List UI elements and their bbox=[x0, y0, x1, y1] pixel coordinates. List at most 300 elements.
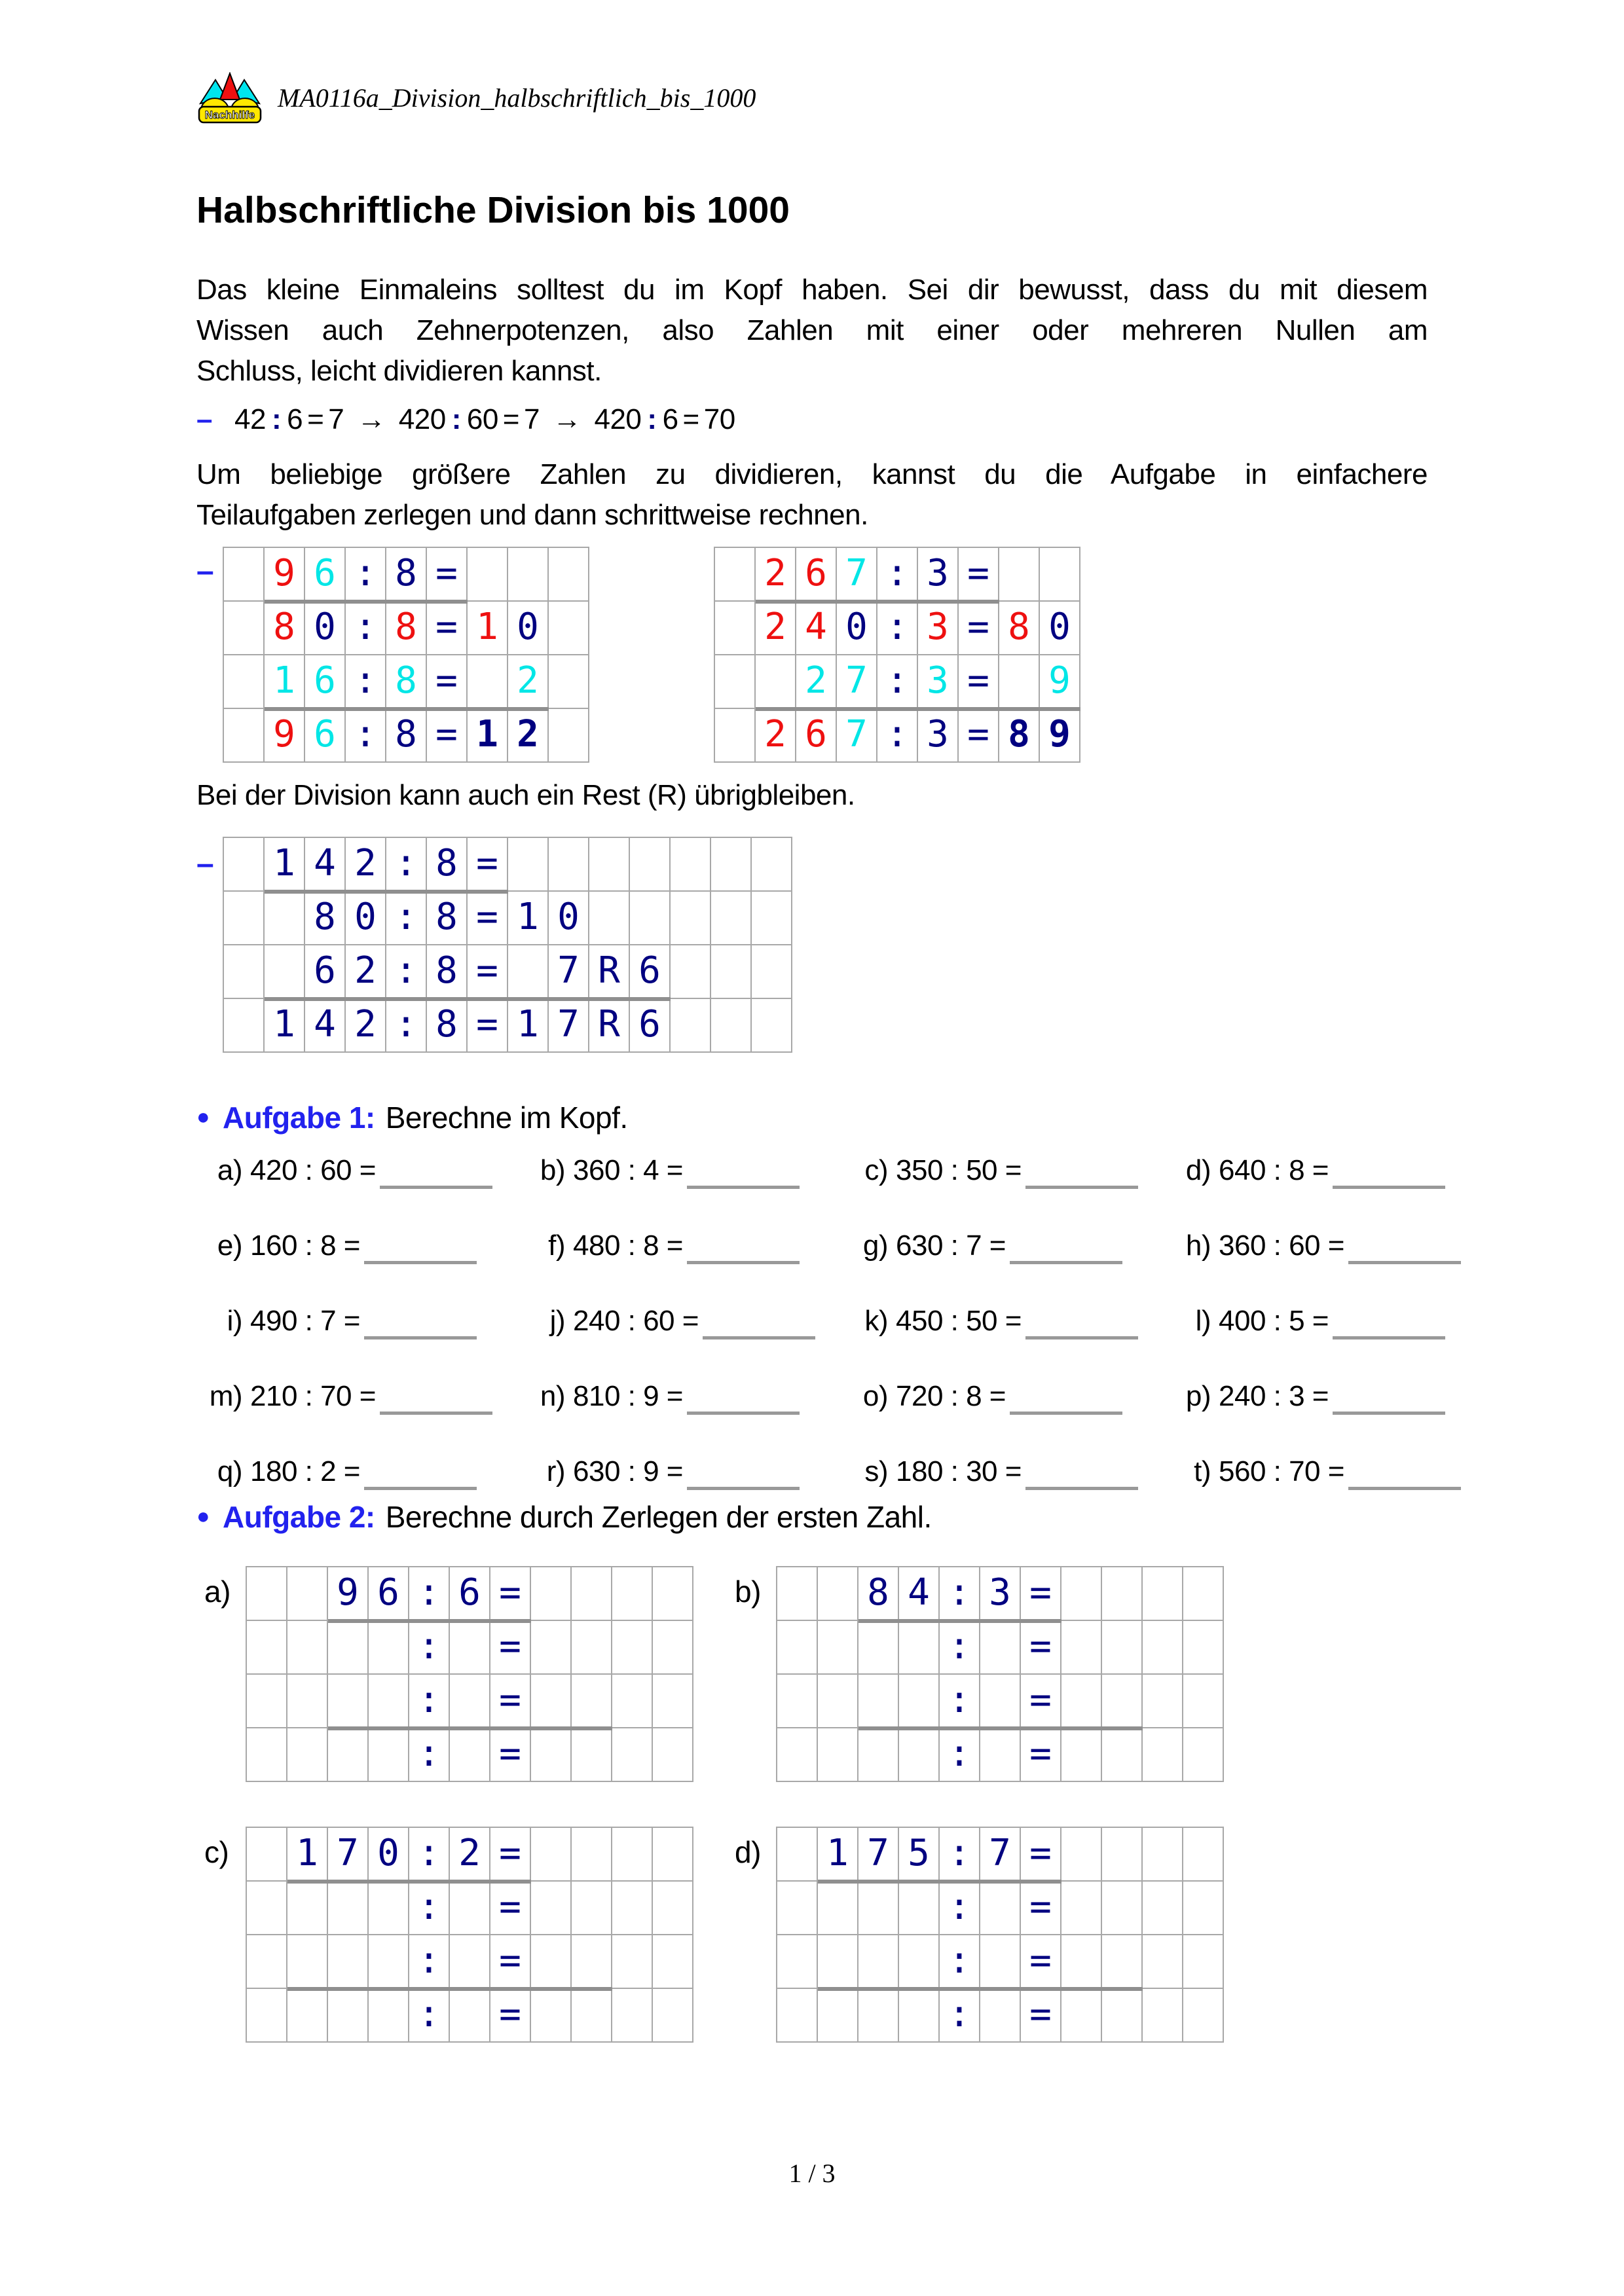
task-2-grid-175-7 bbox=[776, 1827, 1224, 2043]
grid-cell bbox=[1183, 1828, 1224, 1882]
grid-cell bbox=[999, 655, 1040, 709]
grid-cell bbox=[1102, 1621, 1143, 1675]
division-example-grid-142-8 bbox=[223, 837, 792, 1053]
grid-cell bbox=[1061, 1828, 1102, 1882]
grid-cell bbox=[1143, 1621, 1183, 1675]
grid-cell bbox=[612, 1675, 653, 1728]
exercise-key: m) bbox=[209, 1380, 242, 1412]
equation-token-num: 420 bbox=[398, 403, 446, 435]
grid-cell: = bbox=[468, 999, 508, 1053]
exercise-key: r) bbox=[546, 1455, 565, 1487]
equation-token-eq: = bbox=[307, 403, 324, 435]
grid-cell bbox=[247, 1675, 287, 1728]
grid-cell: : bbox=[877, 709, 918, 763]
exercise-expression: 180 : 2 = bbox=[250, 1455, 360, 1487]
grid-cell: 1 bbox=[508, 999, 549, 1053]
grid-cell: = bbox=[468, 838, 508, 892]
exercise-expression: 450 : 50 = bbox=[896, 1305, 1022, 1337]
grid-cell: = bbox=[959, 548, 999, 602]
grid-cell: : bbox=[940, 1675, 980, 1728]
dash-bullet: – bbox=[196, 403, 212, 435]
grid-cell: 7 bbox=[549, 999, 589, 1053]
grid-cell bbox=[224, 709, 265, 763]
grid-cell bbox=[612, 1621, 653, 1675]
grid-cell: = bbox=[468, 892, 508, 945]
grid-cell bbox=[531, 1675, 572, 1728]
task-2-item-label-c: c) bbox=[204, 1835, 229, 1869]
grid-cell bbox=[287, 1675, 328, 1728]
equation-token-num: 70 bbox=[703, 403, 735, 435]
answer-blank bbox=[1333, 1163, 1445, 1189]
exercise-expression: 420 : 60 = bbox=[250, 1154, 376, 1186]
grid-cell bbox=[328, 1728, 369, 1782]
grid-cell bbox=[612, 1728, 653, 1782]
sum-underline bbox=[328, 1619, 531, 1623]
exercise-expression: 240 : 60 = bbox=[573, 1305, 699, 1337]
grid-cell bbox=[287, 1935, 328, 1989]
grid-cell bbox=[653, 1989, 693, 2043]
exercise-key: t) bbox=[1194, 1455, 1211, 1487]
grid-cell bbox=[653, 1567, 693, 1621]
grid-cell bbox=[572, 1989, 612, 2043]
grid-cell: = bbox=[427, 655, 468, 709]
answer-blank bbox=[364, 1238, 477, 1264]
task-2-label: Aufgabe 2: bbox=[223, 1500, 375, 1534]
exercise-expression: 350 : 50 = bbox=[896, 1154, 1022, 1186]
grid-cell bbox=[653, 1882, 693, 1935]
grid-cell bbox=[612, 1935, 653, 1989]
grid-cell bbox=[224, 892, 265, 945]
grid-cell bbox=[1183, 1728, 1224, 1782]
grid-cell bbox=[858, 1675, 899, 1728]
grid-cell bbox=[1061, 1675, 1102, 1728]
grid-cell: 8 bbox=[427, 999, 468, 1053]
bullet-icon: ● bbox=[196, 1104, 210, 1129]
grid-cell bbox=[531, 1621, 572, 1675]
grid-cell: = bbox=[1021, 1882, 1061, 1935]
grid-cell: 3 bbox=[918, 602, 959, 655]
nachhilfe-logo-icon bbox=[195, 72, 265, 126]
grid-cell bbox=[224, 999, 265, 1053]
grid-cell: 0 bbox=[346, 892, 386, 945]
equation-tokens bbox=[234, 403, 735, 435]
grid-cell bbox=[224, 838, 265, 892]
grid-cell: : bbox=[409, 1882, 450, 1935]
grid-cell: 1 bbox=[287, 1828, 328, 1882]
grid-cell bbox=[752, 945, 792, 999]
equation-token-num: 60 bbox=[466, 403, 498, 435]
sum-underline bbox=[818, 1880, 1061, 1884]
grid-cell: : bbox=[386, 892, 427, 945]
exercise-expression: 720 : 8 = bbox=[896, 1380, 1006, 1412]
grid-cell bbox=[671, 892, 711, 945]
grid-cell bbox=[265, 892, 305, 945]
grid-cell: 7 bbox=[837, 548, 877, 602]
exercise-key: p) bbox=[1185, 1380, 1211, 1412]
grid-cell bbox=[531, 1989, 572, 2043]
grid-cell: 0 bbox=[549, 892, 589, 945]
paragraph-line: Das kleine Einmaleins solltest du im Kopf haben. Sei dir bewusst, dass du mit diesem bbox=[196, 274, 1428, 306]
grid-cell: 9 bbox=[265, 548, 305, 602]
grid-cell bbox=[1102, 1935, 1143, 1989]
grid-cell: 2 bbox=[346, 838, 386, 892]
grid-cell: = bbox=[959, 709, 999, 763]
grid-cell bbox=[572, 1728, 612, 1782]
grid-cell bbox=[899, 1621, 940, 1675]
grid-cell bbox=[1143, 1567, 1183, 1621]
exercise-key: i) bbox=[227, 1305, 242, 1337]
grid-cell: 4 bbox=[796, 602, 837, 655]
grid-cell: R bbox=[589, 945, 630, 999]
grid-cell bbox=[1102, 1828, 1143, 1882]
exercise-key: o) bbox=[862, 1380, 888, 1412]
grid-cell bbox=[1102, 1567, 1143, 1621]
answer-blank bbox=[364, 1313, 477, 1339]
grid-cell bbox=[369, 1621, 409, 1675]
grid-cell: : bbox=[940, 1621, 980, 1675]
exercise-expression: 630 : 7 = bbox=[896, 1230, 1006, 1262]
exercise-expression: 160 : 8 = bbox=[250, 1230, 360, 1262]
task-1-instruction: Berechne im Kopf. bbox=[385, 1101, 628, 1135]
exercise-item bbox=[1172, 1154, 1494, 1229]
grid-cell bbox=[1102, 1675, 1143, 1728]
grid-cell: : bbox=[940, 1935, 980, 1989]
grid-cell: 0 bbox=[305, 602, 346, 655]
grid-cell bbox=[715, 709, 756, 763]
paragraph-line: Wissen auch Zehnerpotenzen, also Zahlen mit einer oder mehreren Nullen am bbox=[196, 314, 1428, 346]
grid-cell bbox=[777, 1882, 818, 1935]
grid-cell bbox=[671, 945, 711, 999]
grid-cell: = bbox=[490, 1675, 531, 1728]
grid-cell: 2 bbox=[756, 548, 796, 602]
grid-cell bbox=[899, 1989, 940, 2043]
grid-cell: = bbox=[490, 1621, 531, 1675]
exercise-key: s) bbox=[864, 1455, 888, 1487]
answer-blank bbox=[1348, 1238, 1461, 1264]
grid-cell: 8 bbox=[858, 1567, 899, 1621]
grid-cell bbox=[711, 838, 752, 892]
grid-cell bbox=[653, 1935, 693, 1989]
exercise-expression: 560 : 70 = bbox=[1219, 1455, 1344, 1487]
grid-cell bbox=[589, 892, 630, 945]
grid-cell: : bbox=[940, 1882, 980, 1935]
sum-underline bbox=[858, 1726, 1143, 1730]
grid-cell bbox=[1143, 1675, 1183, 1728]
grid-cell: = bbox=[959, 655, 999, 709]
exercise-item bbox=[203, 1304, 526, 1379]
grid-cell: 0 bbox=[369, 1828, 409, 1882]
grid-cell bbox=[549, 548, 589, 602]
grid-cell bbox=[328, 1989, 369, 2043]
powers-of-ten-example-line bbox=[196, 403, 735, 436]
grid-cell: 2 bbox=[508, 655, 549, 709]
grid-cell bbox=[531, 1935, 572, 1989]
grid-cell: 6 bbox=[305, 548, 346, 602]
exercise-item bbox=[203, 1154, 526, 1229]
page-number: 1 / 3 bbox=[788, 2159, 836, 2188]
grid-cell bbox=[980, 1989, 1021, 2043]
grid-cell: 5 bbox=[899, 1828, 940, 1882]
grid-cell bbox=[653, 1675, 693, 1728]
grid-cell: 9 bbox=[1040, 709, 1080, 763]
grid-cell bbox=[980, 1675, 1021, 1728]
grid-cell bbox=[671, 838, 711, 892]
grid-cell bbox=[1143, 1935, 1183, 1989]
sum-underline bbox=[328, 1726, 612, 1730]
grid-cell: 1 bbox=[265, 838, 305, 892]
task-2-item-label-a: a) bbox=[204, 1575, 231, 1609]
exercise-item bbox=[526, 1379, 849, 1455]
grid-cell bbox=[858, 1882, 899, 1935]
grid-cell bbox=[247, 1728, 287, 1782]
equation-token-colon: : bbox=[451, 403, 461, 435]
equation-token-num: 420 bbox=[594, 403, 642, 435]
grid-cell bbox=[287, 1621, 328, 1675]
grid-cell bbox=[450, 1621, 490, 1675]
grid-cell bbox=[980, 1621, 1021, 1675]
grid-cell bbox=[858, 1989, 899, 2043]
grid-cell bbox=[1183, 1882, 1224, 1935]
grid-cell bbox=[899, 1882, 940, 1935]
grid-cell: = bbox=[490, 1728, 531, 1782]
grid-cell: : bbox=[386, 999, 427, 1053]
exercise-item bbox=[203, 1229, 526, 1304]
grid-cell: : bbox=[409, 1567, 450, 1621]
grid-cell bbox=[450, 1989, 490, 2043]
task-2-grid-96-6 bbox=[246, 1566, 693, 1782]
exercise-item bbox=[526, 1154, 849, 1229]
grid-cell bbox=[715, 548, 756, 602]
grid-cell: : bbox=[346, 602, 386, 655]
logo-label: Nachhilfe bbox=[204, 109, 255, 121]
answer-blank bbox=[1333, 1389, 1445, 1415]
grid-cell: 6 bbox=[630, 945, 671, 999]
grid-cell: 6 bbox=[450, 1567, 490, 1621]
exercise-expression: 210 : 70 = bbox=[250, 1380, 376, 1412]
grid-cell bbox=[328, 1675, 369, 1728]
exercise-item bbox=[1172, 1229, 1494, 1304]
exercise-key: l) bbox=[1195, 1305, 1211, 1337]
grid-cell bbox=[369, 1882, 409, 1935]
grid-cell bbox=[531, 1828, 572, 1882]
dash-bullet: – bbox=[196, 847, 214, 881]
grid-cell bbox=[777, 1567, 818, 1621]
grid-cell bbox=[531, 1728, 572, 1782]
grid-cell bbox=[549, 602, 589, 655]
grid-cell: 1 bbox=[468, 709, 508, 763]
exercise-key: h) bbox=[1185, 1230, 1211, 1262]
grid-cell: 1 bbox=[265, 999, 305, 1053]
paragraph-line: Um beliebige größere Zahlen zu dividieren, kannst du die Aufgabe in einfachere bbox=[196, 458, 1428, 490]
grid-cell bbox=[612, 1567, 653, 1621]
grid-cell: = bbox=[1021, 1828, 1061, 1882]
equation-token-arrow: → bbox=[552, 403, 581, 435]
grid-cell bbox=[711, 999, 752, 1053]
grid-cell bbox=[572, 1675, 612, 1728]
answer-blank bbox=[687, 1389, 800, 1415]
grid-cell bbox=[328, 1935, 369, 1989]
grid-cell: = bbox=[490, 1989, 531, 2043]
grid-cell: 6 bbox=[305, 945, 346, 999]
exercise-expression: 630 : 9 = bbox=[573, 1455, 683, 1487]
grid-cell: 6 bbox=[369, 1567, 409, 1621]
grid-cell: 7 bbox=[328, 1828, 369, 1882]
grid-cell: : bbox=[940, 1728, 980, 1782]
grid-cell: 0 bbox=[1040, 602, 1080, 655]
grid-cell bbox=[818, 1675, 858, 1728]
grid-cell: : bbox=[940, 1989, 980, 2043]
grid-cell: = bbox=[959, 602, 999, 655]
grid-cell bbox=[777, 1675, 818, 1728]
grid-cell: = bbox=[490, 1935, 531, 1989]
grid-cell: 9 bbox=[1040, 655, 1080, 709]
grid-cell bbox=[980, 1728, 1021, 1782]
grid-cell bbox=[612, 1882, 653, 1935]
exercise-key: g) bbox=[862, 1230, 888, 1262]
grid-cell bbox=[1183, 1675, 1224, 1728]
grid-cell bbox=[715, 602, 756, 655]
exercise-expression: 180 : 30 = bbox=[896, 1455, 1022, 1487]
grid-cell bbox=[818, 1567, 858, 1621]
grid-cell: 6 bbox=[796, 548, 837, 602]
grid-cell: : bbox=[409, 1828, 450, 1882]
equation-token-colon: : bbox=[647, 403, 657, 435]
exercise-item bbox=[1172, 1304, 1494, 1379]
grid-cell bbox=[549, 838, 589, 892]
grid-cell bbox=[1143, 1989, 1183, 2043]
grid-cell: = bbox=[427, 548, 468, 602]
grid-cell bbox=[756, 655, 796, 709]
exercise-key: a) bbox=[217, 1154, 242, 1186]
grid-cell bbox=[224, 655, 265, 709]
grid-cell bbox=[508, 838, 549, 892]
grid-cell bbox=[1102, 1728, 1143, 1782]
grid-cell: = bbox=[1021, 1935, 1061, 1989]
grid-cell: = bbox=[427, 709, 468, 763]
grid-cell: 7 bbox=[549, 945, 589, 999]
task-1-heading bbox=[196, 1100, 628, 1135]
grid-cell: : bbox=[409, 1621, 450, 1675]
exercise-key: q) bbox=[217, 1455, 242, 1487]
grid-cell: 7 bbox=[837, 709, 877, 763]
grid-cell: 8 bbox=[386, 709, 427, 763]
grid-cell: 9 bbox=[328, 1567, 369, 1621]
sum-underline bbox=[858, 1619, 1061, 1623]
grid-cell: 4 bbox=[305, 838, 346, 892]
grid-cell: = bbox=[427, 602, 468, 655]
grid-cell: : bbox=[940, 1828, 980, 1882]
grid-cell: : bbox=[346, 709, 386, 763]
grid-cell bbox=[1061, 1728, 1102, 1782]
equation-token-num: 7 bbox=[524, 403, 540, 435]
grid-cell: 2 bbox=[796, 655, 837, 709]
grid-cell: 0 bbox=[837, 602, 877, 655]
grid-cell bbox=[450, 1882, 490, 1935]
grid-cell bbox=[572, 1567, 612, 1621]
grid-cell bbox=[572, 1882, 612, 1935]
grid-cell bbox=[328, 1621, 369, 1675]
answer-blank bbox=[687, 1163, 800, 1189]
paragraph-line: Schluss, leicht dividieren kannst. bbox=[196, 355, 602, 387]
grid-cell bbox=[1183, 1621, 1224, 1675]
grid-cell bbox=[858, 1728, 899, 1782]
grid-cell: 7 bbox=[837, 655, 877, 709]
grid-cell: 1 bbox=[468, 602, 508, 655]
grid-cell bbox=[572, 1828, 612, 1882]
answer-blank bbox=[1025, 1464, 1138, 1490]
grid-cell: : bbox=[409, 1728, 450, 1782]
grid-cell bbox=[468, 655, 508, 709]
answer-blank bbox=[687, 1238, 800, 1264]
answer-blank bbox=[1025, 1163, 1138, 1189]
grid-cell bbox=[752, 999, 792, 1053]
grid-cell bbox=[1040, 548, 1080, 602]
task-2-instruction: Berechne durch Zerlegen der ersten Zahl. bbox=[385, 1500, 932, 1534]
grid-cell bbox=[818, 1621, 858, 1675]
exercise-key: e) bbox=[217, 1230, 242, 1262]
equation-token-eq: = bbox=[682, 403, 699, 435]
dash-bullet: – bbox=[196, 554, 214, 589]
grid-cell bbox=[653, 1828, 693, 1882]
grid-cell: : bbox=[409, 1989, 450, 2043]
answer-blank bbox=[1010, 1238, 1122, 1264]
grid-cell: 8 bbox=[999, 709, 1040, 763]
paragraph-line: Teilaufgaben zerlegen und dann schrittweise rechnen. bbox=[196, 499, 868, 531]
grid-cell bbox=[612, 1828, 653, 1882]
grid-cell bbox=[549, 709, 589, 763]
sum-underline bbox=[265, 600, 468, 604]
task-1-label: Aufgabe 1: bbox=[223, 1101, 375, 1135]
exercise-item bbox=[849, 1154, 1172, 1229]
grid-cell: = bbox=[468, 945, 508, 999]
sum-underline bbox=[287, 1987, 612, 1991]
exercise-item bbox=[203, 1379, 526, 1455]
grid-cell: = bbox=[1021, 1621, 1061, 1675]
grid-cell bbox=[369, 1935, 409, 1989]
grid-cell bbox=[468, 548, 508, 602]
bullet-icon: ● bbox=[196, 1504, 210, 1529]
grid-cell bbox=[1061, 1621, 1102, 1675]
grid-cell bbox=[247, 1567, 287, 1621]
grid-cell bbox=[572, 1621, 612, 1675]
exercise-expression: 360 : 60 = bbox=[1219, 1230, 1344, 1262]
grid-cell bbox=[1143, 1728, 1183, 1782]
grid-cell bbox=[899, 1675, 940, 1728]
grid-cell bbox=[589, 838, 630, 892]
exercise-expression: 640 : 8 = bbox=[1219, 1154, 1329, 1186]
exercise-key: f) bbox=[548, 1230, 565, 1262]
grid-cell bbox=[369, 1989, 409, 2043]
grid-cell: 3 bbox=[918, 655, 959, 709]
answer-blank bbox=[687, 1464, 800, 1490]
grid-cell: : bbox=[940, 1567, 980, 1621]
grid-cell bbox=[858, 1621, 899, 1675]
answer-blank bbox=[364, 1464, 477, 1490]
grid-cell: 6 bbox=[305, 655, 346, 709]
grid-cell bbox=[1183, 1935, 1224, 1989]
answer-blank bbox=[380, 1163, 492, 1189]
sum-underline bbox=[756, 707, 1080, 711]
grid-cell: : bbox=[409, 1675, 450, 1728]
grid-cell bbox=[818, 1728, 858, 1782]
grid-cell bbox=[711, 892, 752, 945]
exercise-item bbox=[849, 1229, 1172, 1304]
grid-cell bbox=[247, 1882, 287, 1935]
sum-underline bbox=[756, 600, 999, 604]
exercise-expression: 810 : 9 = bbox=[573, 1380, 683, 1412]
grid-cell bbox=[899, 1728, 940, 1782]
grid-cell bbox=[818, 1882, 858, 1935]
